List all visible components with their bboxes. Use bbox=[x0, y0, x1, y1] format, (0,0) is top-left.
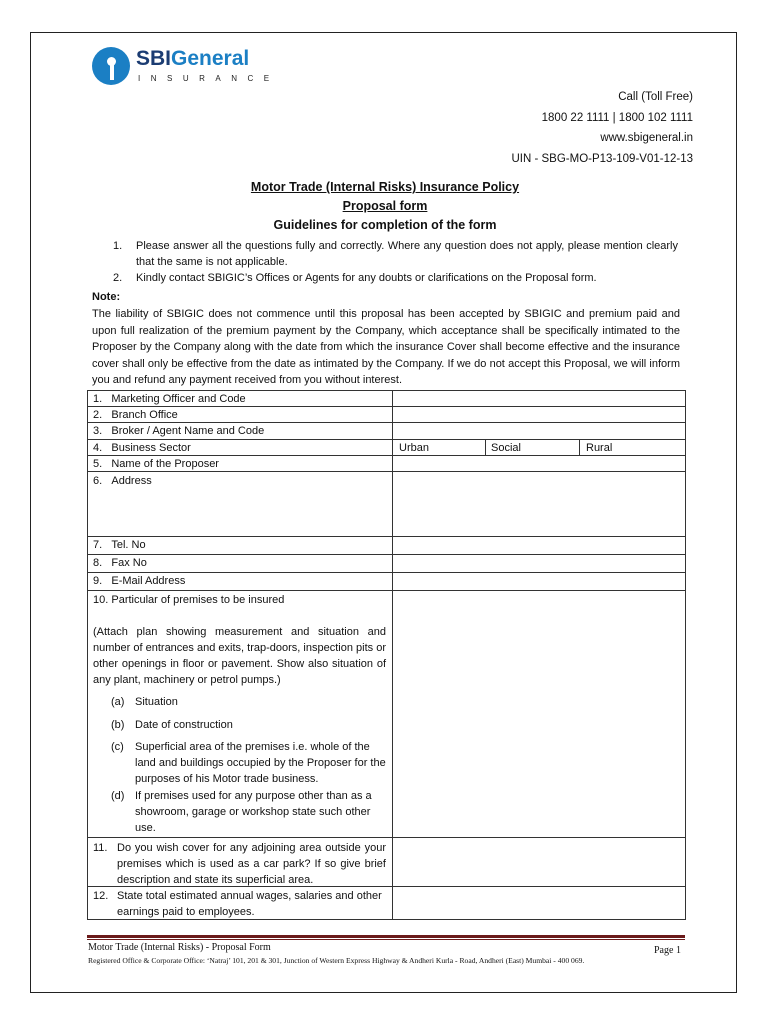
form-row-9 bbox=[93, 574, 185, 588]
sub-item-b bbox=[111, 717, 386, 733]
guideline-number: 1. bbox=[113, 240, 123, 252]
note-body: The liability of SBIGIC does not commence until this proposal has been accepted by SBIGIC and premium paid and upon full realization of the premium payment by the Company, which acceptance shall be specifically intimated to the Proposer by the Company along with the date from which the insurance Cover shall become effective and the insurance cover shall only be effective from the date as intimated by the Company. If we do not accept this Proposal, we will inform you and refund any payment received from you without interest. bbox=[92, 308, 680, 386]
note-heading: Note: bbox=[92, 291, 121, 303]
form-row-2 bbox=[93, 408, 178, 422]
sub-item-d bbox=[111, 788, 386, 836]
contact-phone-numbers: 1800 22 1111 | 1800 102 1111 bbox=[541, 111, 693, 124]
sub-item-number: (c) bbox=[111, 741, 124, 753]
fax-no-field[interactable] bbox=[393, 555, 685, 572]
row-label: Address bbox=[111, 475, 152, 487]
form-row-10 bbox=[93, 593, 284, 607]
broker-agent-field[interactable] bbox=[393, 423, 685, 439]
contact-call-label: Call (Toll Free) bbox=[618, 91, 693, 103]
guidelines-heading: Guidelines for completion of the form bbox=[273, 218, 497, 232]
sub-item-number: (b) bbox=[111, 719, 125, 731]
form-row-12 bbox=[93, 888, 386, 920]
footer-form-name: Motor Trade (Internal Risks) - Proposal Form bbox=[88, 942, 271, 953]
sector-option-social[interactable]: Social bbox=[491, 442, 521, 454]
row-label: Name of the Proposer bbox=[111, 458, 219, 470]
sub-item-c bbox=[111, 739, 386, 787]
tel-no-field[interactable] bbox=[393, 537, 685, 554]
sub-item-number: (d) bbox=[111, 790, 125, 802]
premises-particulars-field[interactable] bbox=[393, 591, 685, 837]
document-title: Motor Trade (Internal Risks) Insurance Policy bbox=[250, 180, 520, 194]
row-label: Tel. No bbox=[111, 539, 146, 551]
title-block bbox=[0, 178, 770, 235]
sector-option-rural[interactable]: Rural bbox=[586, 442, 613, 454]
row-number: 4. bbox=[93, 442, 103, 454]
form-row-5 bbox=[93, 457, 219, 471]
row-label: Branch Office bbox=[111, 409, 178, 421]
branch-office-field[interactable] bbox=[393, 407, 685, 422]
sub-item-a bbox=[111, 694, 386, 710]
address-field[interactable] bbox=[393, 472, 685, 536]
sub-item-text: Date of construction bbox=[135, 719, 233, 731]
logo-text-main: SBI bbox=[136, 47, 172, 70]
row-number: 12. bbox=[93, 890, 109, 902]
guideline-text: Kindly contact SBIGIC’s Offices or Agents for any doubts or clarifications on the Proposal form. bbox=[136, 272, 597, 284]
guidelines-list bbox=[108, 238, 678, 286]
row-label: Broker / Agent Name and Code bbox=[111, 425, 265, 437]
row-label: Fax No bbox=[111, 557, 147, 569]
logo-text-accent: General bbox=[171, 47, 250, 70]
row-number: 10. bbox=[93, 594, 109, 606]
form-row-1 bbox=[93, 392, 246, 406]
sub-item-text: Superficial area of the premises i.e. whole of the land and buildings occupied by the Proposer for the purposes of his Motor trade business. bbox=[135, 741, 386, 785]
row-label: Business Sector bbox=[111, 442, 191, 454]
sub-item-text: Situation bbox=[135, 696, 178, 708]
row-label: State total estimated annual wages, salaries and other earnings paid to employees. bbox=[117, 890, 382, 918]
car-park-cover-field[interactable] bbox=[393, 838, 685, 886]
company-logo bbox=[92, 47, 280, 87]
row-number: 6. bbox=[93, 475, 103, 487]
form-row-3 bbox=[93, 424, 264, 438]
email-field[interactable] bbox=[393, 573, 685, 590]
guideline-item bbox=[108, 238, 678, 270]
logo-subtext: INSURANCE bbox=[138, 74, 280, 83]
row-number: 7. bbox=[93, 539, 103, 551]
contact-website[interactable]: www.sbigeneral.in bbox=[600, 132, 693, 144]
guideline-item bbox=[108, 270, 678, 286]
row-label: Marketing Officer and Code bbox=[111, 393, 246, 405]
footer-office-address: Registered Office & Corporate Office: ‘Natraj’ 101, 201 & 301, Junction of Western Express Highway & Andheri Kurla - Road, Andheri (East) Mumbai - 400 069. bbox=[88, 956, 585, 965]
footer-page-number: Page 1 bbox=[654, 945, 681, 956]
annual-wages-field[interactable] bbox=[393, 887, 685, 919]
form-row-4 bbox=[93, 441, 191, 455]
form-row-8 bbox=[93, 556, 147, 570]
row-number: 3. bbox=[93, 425, 103, 437]
form-row-7 bbox=[93, 538, 146, 552]
logo-keyhole-icon bbox=[92, 47, 130, 85]
contact-uin: UIN - SBG-MO-P13-109-V01-12-13 bbox=[511, 152, 693, 165]
contact-block bbox=[511, 87, 693, 169]
footer-rule bbox=[87, 935, 685, 938]
row-number: 1. bbox=[93, 393, 103, 405]
document-subtitle: Proposal form bbox=[342, 199, 428, 213]
row-label: E-Mail Address bbox=[111, 575, 186, 587]
row-label: Particular of premises to be insured bbox=[111, 594, 285, 606]
proposer-name-field[interactable] bbox=[393, 456, 685, 471]
sub-item-number: (a) bbox=[111, 696, 125, 708]
row-label: Do you wish cover for any adjoining area outside your premises which is used as a car park? If so give brief description and state its superficial area. bbox=[117, 842, 386, 886]
guideline-text: Please answer all the questions fully and correctly. Where any question does not apply, please mention clearly that the same is not applicable. bbox=[136, 240, 678, 268]
premises-attach-note: (Attach plan showing measurement and situation and number of entrances and exits, trap-doors, inspection pits or other openings in floor or pavement. Show also situation of any plant, machinery or petrol pumps.) bbox=[93, 626, 386, 686]
sub-item-text: If premises used for any purpose other than as a showroom, garage or workshop state such other use. bbox=[135, 790, 372, 834]
sector-option-urban[interactable]: Urban bbox=[399, 442, 429, 454]
row-number: 5. bbox=[93, 458, 103, 470]
form-row-11 bbox=[93, 840, 386, 888]
row-number: 11. bbox=[93, 842, 108, 854]
guideline-number: 2. bbox=[113, 272, 123, 284]
marketing-officer-field[interactable] bbox=[393, 391, 685, 406]
row-number: 2. bbox=[93, 409, 103, 421]
row-number: 9. bbox=[93, 575, 103, 587]
form-row-6 bbox=[93, 474, 152, 488]
footer-rule-thin bbox=[87, 939, 685, 940]
row-number: 8. bbox=[93, 557, 103, 569]
